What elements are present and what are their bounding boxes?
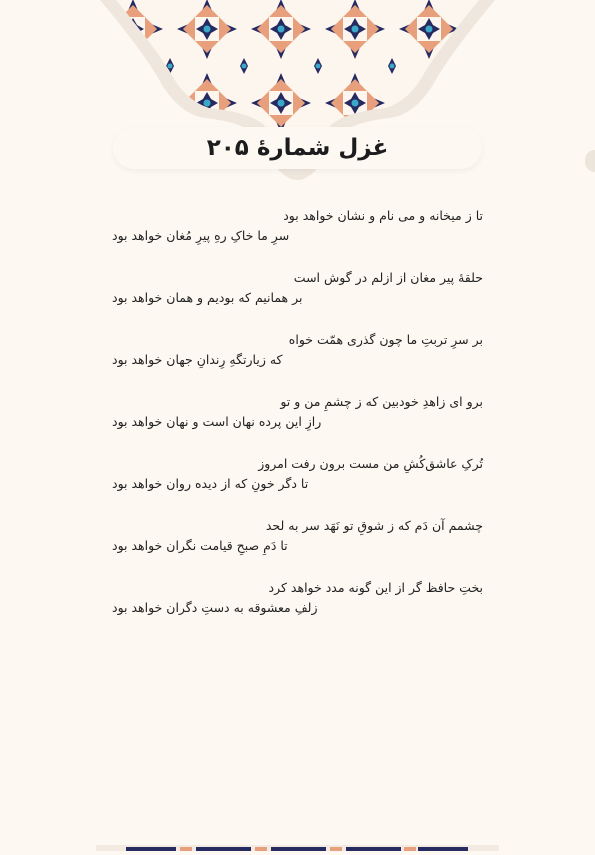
footer-ornament [96,836,499,842]
hemistich-first: برو ای زاهدِ خودبین که ز چشمِ من و تو [280,394,483,409]
page-title: غزل شمارهٔ ۲۰۵ [206,135,389,161]
hemistich-second: سرِ ما خاکِ رهِ پیرِ مُغان خواهد بود [112,228,290,243]
hemistich-first: تا ز میخانه و می نام و نشان خواهد بود [283,208,483,223]
hemistich-second: تا دگر خونِ که از دیده روان خواهد بود [112,476,309,491]
hemistich-second: رازِ این پرده نهان است و نهان خواهد بود [112,414,322,429]
poem-couplet [112,206,483,268]
hemistich-first: تُرکِ عاشق‌کُشِ من مست برون رفت امروز [258,456,483,471]
hemistich-first: بختِ حافظ گر از این گونه مدد خواهد کرد [268,580,483,595]
title-banner [113,127,482,169]
poem-couplet [112,578,483,640]
hemistich-first: چشمم آن دَم که ز شوقِ تو نَهَد سر به لحد [265,518,483,533]
poem-couplet [112,392,483,454]
poem-couplet [112,454,483,516]
hemistich-second: بر همانیم که بودیم و همان خواهد بود [112,290,303,305]
side-tab-decoration [585,150,595,172]
hemistich-first: حلقهٔ پیر مغان از ازلم در گوش است [293,270,483,285]
poem-body [112,206,483,640]
hemistich-second: تا دَمِ صبحِ قیامت نگران خواهد بود [112,538,288,553]
hemistich-second: زلفِ معشوقه به دستِ دگران خواهد بود [112,600,318,615]
poem-couplet [112,330,483,392]
poem-couplet [112,268,483,330]
hemistich-second: که زیارتگهِ رِندانِ جهان خواهد بود [112,352,283,367]
hemistich-first: بر سرِ تربتِ ما چون گذری همّت خواه [288,332,483,347]
poem-couplet [112,516,483,578]
